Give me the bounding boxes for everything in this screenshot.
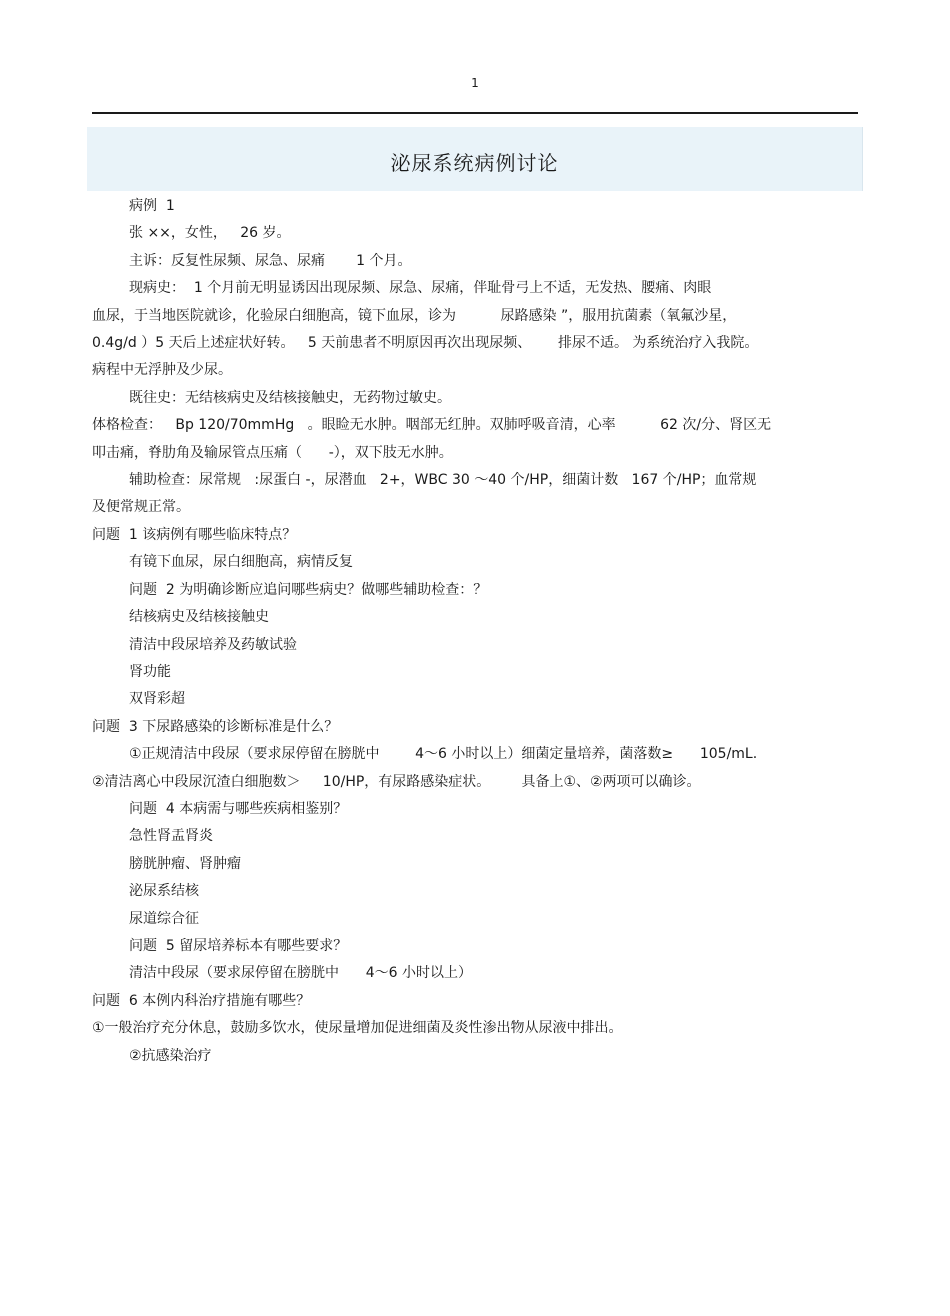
- text-line: 清洁中段尿（要求尿停留在膀胱中 4～6 小时以上）: [129, 965, 472, 982]
- text-line: 有镜下血尿，尿白细胞高，病情反复: [129, 554, 353, 571]
- text-line: 清洁中段尿培养及药敏试验: [129, 636, 297, 653]
- text-line: 张 ××，女性， 26 岁。: [129, 225, 291, 242]
- text-line: 问题 1 该病例有哪些临床特点？: [92, 526, 297, 543]
- title-band: [87, 127, 863, 191]
- text-line: 病程中无浮肿及少尿。: [92, 362, 232, 379]
- text-line: 尿道综合征: [129, 910, 199, 927]
- text-line: 既往史：无结核病史及结核接触史，无药物过敏史。: [129, 389, 451, 406]
- text-line: 膀胱肿瘤、肾肿瘤: [129, 855, 241, 872]
- text-line: 问题 4 本病需与哪些疾病相鉴别？: [129, 800, 348, 817]
- text-line: 及便常规正常。: [92, 499, 190, 516]
- text-line: 叩击痛，脊肋角及输尿管点压痛（ -），双下肢无水肿。: [92, 444, 453, 461]
- text-line: 结核病史及结核接触史: [129, 609, 269, 626]
- text-line: ②抗感染治疗: [129, 1047, 212, 1064]
- text-line: 0.4g/d ）5 天后上述症状好转。 5 天前患者不明原因再次出现尿频、 排尿不适。 为系统治疗入我院。: [92, 335, 759, 352]
- text-line: 双肾彩超: [129, 691, 185, 708]
- text-line: ①正规清洁中段尿（要求尿停留在膀胱中 4～6 小时以上）细菌定量培养，菌落数≥ 105/mL.: [129, 746, 758, 763]
- text-line: 肾功能: [129, 663, 171, 680]
- document-body: [92, 193, 858, 1070]
- text-line: 急性肾盂肾炎: [129, 828, 213, 845]
- text-line: 泌尿系结核: [129, 883, 199, 900]
- page-number: 1: [471, 76, 479, 90]
- text-line: ②清洁离心中段尿沉渣白细胞数＞ 10/HP，有尿路感染症状。 具备上①、②两项可以确诊。: [92, 773, 701, 790]
- text-line: 病例 1: [129, 198, 175, 214]
- header-rule: [92, 112, 858, 114]
- text-line: 辅助检查：尿常规 :尿蛋白 -，尿潜血 2+，WBC 30 ～40 个/HP，细菌计数 167 个/HP；血常规: [129, 472, 757, 489]
- text-line: 问题 3 下尿路感染的诊断标准是什么？: [92, 718, 339, 735]
- text-line: 问题 2 为明确诊断应追问哪些病史？做哪些辅助检查：？: [129, 581, 488, 598]
- document-title: 泌尿系统病例讨论: [390, 151, 559, 175]
- text-line: 问题 5 留尿培养标本有哪些要求？: [129, 937, 348, 954]
- text-line: 血尿，于当地医院就诊，化验尿白细胞高，镜下血尿，诊为 尿路感染 ”，服用抗菌素（氧氟沙星，: [92, 307, 737, 324]
- text-line: 主诉：反复性尿频、尿急、尿痛 1 个月。: [129, 252, 412, 269]
- text-line: 问题 6 本例内科治疗措施有哪些？: [92, 992, 311, 1009]
- text-line: 体格检查： Bp 120/70mmHg 。眼睑无水肿。咽部无红肿。双肺呼吸音清，心率 62 次/分、肾区无: [92, 417, 772, 434]
- text-line: 现病史： 1 个月前无明显诱因出现尿频、尿急、尿痛，伴耻骨弓上不适，无发热、腰痛、肉眼: [129, 280, 712, 297]
- text-line: ①一般治疗充分休息，鼓励多饮水，使尿量增加促进细菌及炎性渗出物从尿液中排出。: [92, 1020, 623, 1037]
